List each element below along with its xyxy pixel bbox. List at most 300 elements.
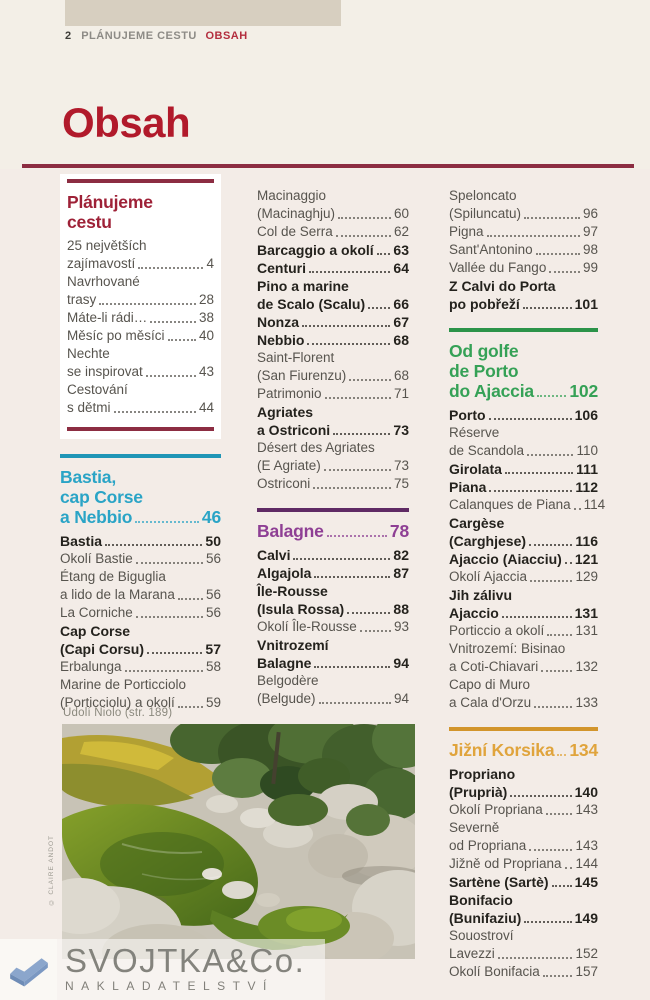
toc-entry (449, 550, 598, 568)
toc-page-number: 99 (582, 260, 598, 275)
photo-credit: © CLAIRE ANDOT (48, 835, 55, 906)
dot-leader (150, 321, 196, 323)
dot-leader (565, 562, 572, 564)
toc-page-number: 112 (575, 479, 598, 495)
toc-column-2 (257, 174, 409, 708)
toc-entry (257, 475, 409, 493)
toc-entry-line (449, 783, 598, 801)
toc-entry-line (449, 550, 598, 568)
toc-page-number: 56 (205, 605, 221, 620)
toc-entry (257, 439, 409, 475)
toc-entry (67, 327, 214, 345)
toc-section-heading (257, 521, 409, 541)
toc-entry-line (449, 259, 598, 277)
dot-leader (487, 235, 580, 237)
toc-label: Okolí Ajaccia (449, 569, 528, 584)
dot-leader (510, 795, 571, 797)
dot-leader (547, 634, 572, 636)
toc-entry-line: Capo di Muro (449, 677, 531, 692)
toc-page-number: 87 (393, 565, 409, 581)
title-rule (22, 164, 634, 168)
toc-entry-line (67, 363, 214, 381)
toc-entry-line: Marine de Porticciolo (60, 677, 187, 692)
toc-entry (449, 514, 598, 550)
dot-leader (105, 544, 202, 546)
toc-entry-line (257, 223, 409, 241)
photo-niolo-valley (62, 724, 415, 959)
toc-entry-line: Désert des Agriates (257, 440, 375, 455)
section-rule (60, 454, 221, 458)
dot-leader (546, 813, 573, 815)
toc-entry (449, 873, 598, 891)
toc-label: do Ajaccia (449, 381, 534, 401)
toc-entry-line (257, 385, 409, 403)
toc-label: (Pruprià) (449, 784, 508, 800)
dot-leader (565, 867, 573, 869)
toc-label: Okolí Bonifacia (449, 964, 540, 979)
toc-label: Pigna (449, 224, 484, 239)
toc-page-number: 144 (575, 856, 598, 871)
dot-leader (529, 544, 572, 546)
toc-entry (449, 277, 598, 313)
toc-section (257, 187, 409, 493)
toc-entry-line: Jih zálivu (449, 587, 513, 603)
dot-leader (541, 670, 572, 672)
toc-label: Ajaccio (449, 605, 499, 621)
toc-page-number: 40 (198, 328, 214, 343)
toc-entry (60, 532, 221, 550)
toc-page-number: 38 (198, 310, 214, 325)
toc-entry (449, 223, 598, 241)
toc-label: Lavezzi (449, 946, 495, 961)
toc-entry-line (257, 654, 409, 672)
toc-entry (449, 187, 598, 223)
toc-entry (449, 855, 598, 873)
toc-section (449, 187, 598, 313)
toc-label: zajímavostí (67, 256, 136, 271)
dot-leader (99, 303, 196, 305)
dot-leader (324, 469, 391, 471)
dot-leader (524, 921, 571, 923)
toc-page-number: 157 (575, 964, 598, 979)
toc-page-number: 143 (575, 802, 598, 817)
toc-heading-line: Od golfe (449, 341, 519, 361)
toc-label: La Corniche (60, 605, 133, 620)
toc-label: Ajaccio (Aiacciu) (449, 551, 562, 567)
toc-entry-line (449, 478, 598, 496)
toc-entry-line (449, 658, 598, 676)
toc-page-number: 68 (393, 368, 409, 383)
dot-leader (368, 307, 390, 309)
dot-leader (313, 487, 391, 489)
toc-entry (257, 618, 409, 636)
toc-entry (449, 963, 598, 981)
toc-page-number: 101 (574, 296, 598, 312)
toc-label: Měsíc po měsíci (67, 328, 165, 343)
toc-label: Nonza (257, 314, 299, 330)
toc-entry (449, 406, 598, 424)
toc-entry (449, 765, 598, 801)
toc-entry (257, 672, 409, 708)
toc-page-number: 98 (582, 242, 598, 257)
toc-label: a Ostriconi (257, 422, 331, 438)
toc-page-number: 60 (393, 206, 409, 221)
toc-entry-line (60, 604, 221, 622)
toc-entry (60, 658, 221, 676)
dot-leader (319, 702, 391, 704)
toc-label: Porticcio a okolí (449, 623, 545, 638)
toc-label: Balagne (257, 655, 312, 671)
toc-label: Jižně od Propriana (449, 856, 562, 871)
toc-entry (449, 927, 598, 963)
toc-page-number: 93 (393, 619, 409, 634)
dot-leader (309, 271, 390, 273)
dot-leader (325, 397, 391, 399)
toc-entry (257, 331, 409, 349)
dot-leader (377, 253, 391, 255)
toc-heading-line: cap Corse (60, 487, 143, 507)
toc-entry-line (257, 421, 409, 439)
toc-entry (449, 891, 598, 927)
toc-entry-line: Belgodère (257, 673, 319, 688)
toc-column-3 (449, 174, 606, 981)
publisher-logo (0, 939, 325, 1000)
toc-heading-line: Bastia, (60, 467, 116, 487)
toc-label: (Capi Corsu) (60, 641, 144, 657)
toc-page-number: 67 (393, 314, 409, 330)
dot-leader (338, 217, 391, 219)
toc-page-number: 44 (198, 400, 214, 415)
toc-entry (257, 277, 409, 313)
toc-page-number: 94 (393, 691, 409, 706)
section-rule (67, 179, 214, 183)
dot-leader (523, 307, 572, 309)
dot-leader (543, 975, 573, 977)
toc-entry (67, 345, 214, 381)
toc-page-number: 111 (576, 461, 598, 477)
toc-label: a lido de la Marana (60, 587, 175, 602)
toc-page-number: 58 (205, 659, 221, 674)
toc-entry (257, 385, 409, 403)
toc-page-number: 140 (574, 784, 598, 800)
toc-entry-line (60, 550, 221, 568)
toc-label: (Isula Rossa) (257, 601, 345, 617)
toc-entry-line (60, 586, 221, 604)
dot-leader (557, 754, 566, 756)
toc-label: Sant'Antonino (449, 242, 533, 257)
toc-label: (Macinaghju) (257, 206, 336, 221)
toc-entry (449, 801, 598, 819)
toc-label: Balagne (257, 521, 324, 541)
page-title: Obsah (62, 99, 191, 146)
toc-section (60, 174, 221, 439)
toc-label: (Carghjese) (449, 533, 527, 549)
toc-entry-line (449, 945, 598, 963)
section-rule (449, 727, 598, 731)
section-rule (257, 508, 409, 512)
toc-entry-line: Pino a marine (257, 278, 349, 294)
toc-entry-line (449, 909, 598, 927)
toc-page-number: 56 (205, 551, 221, 566)
toc-page-number: 63 (393, 242, 409, 258)
toc-page-number: 43 (198, 364, 214, 379)
toc-entry-line: Navrhované (67, 274, 140, 289)
toc-entry-line: Cap Corse (60, 623, 131, 639)
toc-entry (449, 819, 598, 855)
toc-entry-line (449, 223, 598, 241)
toc-page-number: 50 (205, 533, 221, 549)
toc-entry-line (449, 694, 598, 712)
dot-leader (333, 433, 390, 435)
toc-entry (449, 622, 598, 640)
toc-entry (449, 496, 606, 514)
toc-entry-line (67, 327, 214, 345)
toc-entry (257, 636, 409, 672)
page-number: 2 (65, 30, 72, 42)
toc-entry-line: Réserve (449, 425, 500, 440)
toc-entry (67, 309, 214, 327)
toc-page-number: 66 (393, 296, 409, 312)
toc-label: Piana (449, 479, 487, 495)
header-band (65, 0, 341, 26)
dot-leader (574, 508, 581, 510)
toc-page-number: 102 (569, 381, 598, 401)
toc-entry-line (67, 399, 214, 417)
toc-page-number: 131 (575, 623, 598, 638)
dot-leader (178, 706, 203, 708)
toc-page-number: 132 (575, 659, 598, 674)
toc-entry-line (257, 618, 409, 636)
toc-entry-line (449, 295, 598, 313)
dot-leader (536, 253, 580, 255)
toc-column-1 (60, 174, 221, 712)
dot-leader (146, 375, 196, 377)
toc-entry (257, 546, 409, 564)
dot-leader (135, 521, 199, 523)
toc-entry (257, 187, 409, 223)
toc-entry (257, 582, 409, 618)
toc-entry (257, 259, 409, 277)
dot-leader (552, 885, 572, 887)
dot-leader (527, 454, 573, 456)
toc-label: Girolata (449, 461, 502, 477)
toc-label: Nebbio (257, 332, 305, 348)
toc-entry (449, 241, 598, 259)
toc-entry-line (449, 604, 598, 622)
toc-label: Porto (449, 407, 486, 423)
toc-label: (Belgude) (257, 691, 316, 706)
toc-page-number: 64 (393, 260, 409, 276)
toc-entry-line (449, 241, 598, 259)
toc-entry (60, 604, 221, 622)
toc-entry-line (257, 295, 409, 313)
toc-page-number: 73 (393, 458, 409, 473)
toc-entry (60, 550, 221, 568)
toc-entry-line: 25 největších (67, 238, 147, 253)
toc-entry-line (60, 532, 221, 550)
toc-page-number: 82 (393, 547, 409, 563)
toc-label: Calanques de Piana (449, 497, 571, 512)
toc-entry-line (449, 442, 598, 460)
toc-section (257, 508, 409, 708)
toc-entry-line: Propriano (449, 766, 516, 782)
toc-label: a Coti-Chiavari (449, 659, 539, 674)
toc-entry-line (449, 873, 598, 891)
toc-entry (257, 241, 409, 259)
dot-leader (138, 267, 203, 269)
toc-page-number: 71 (393, 386, 409, 401)
toc-entry-line: Speloncato (449, 188, 517, 203)
breadcrumb-current: OBSAH (205, 30, 248, 42)
dot-leader (524, 217, 580, 219)
toc-label: a Cala d'Orzu (449, 695, 532, 710)
toc-entry-line (67, 291, 214, 309)
dot-leader (125, 670, 203, 672)
running-header (65, 30, 248, 42)
toc-entry-line (67, 255, 214, 273)
toc-entry-line (449, 460, 598, 478)
dot-leader (347, 612, 390, 614)
toc-section (449, 328, 606, 712)
toc-entry-line (60, 658, 221, 676)
toc-label: (Bunifaziu) (449, 910, 522, 926)
toc-section-heading (67, 192, 214, 232)
toc-label: Okolí Bastie (60, 551, 133, 566)
toc-label: a Nebbio (60, 507, 133, 527)
toc-heading-line (257, 521, 409, 541)
toc-entry (449, 586, 598, 622)
toc-page-number: 121 (574, 551, 599, 567)
toc-label: (E Agriate) (257, 458, 321, 473)
toc-entry-line: Souostroví (449, 928, 514, 943)
dot-leader (168, 339, 196, 341)
dot-leader (349, 379, 391, 381)
toc-label: Jižní Korsika (449, 740, 555, 760)
toc-entry (257, 349, 409, 385)
toc-entry-line (257, 367, 409, 385)
toc-entry-line (60, 640, 221, 658)
toc-entry-line (257, 564, 409, 582)
toc-page-number: 131 (574, 605, 598, 621)
toc-section-heading (60, 467, 221, 527)
toc-entry-line (67, 309, 214, 327)
toc-label: po pobřeží (449, 296, 520, 312)
toc-entry-line (449, 963, 598, 981)
toc-heading-line: cestu (67, 212, 112, 232)
toc-page-number: 116 (575, 533, 598, 549)
toc-page-number: 78 (389, 521, 409, 541)
toc-entry-line: Vnitrozemí: Bisinao (449, 641, 566, 656)
toc-label: Algajola (257, 565, 312, 581)
dot-leader (327, 535, 387, 537)
toc-label: Erbalunga (60, 659, 122, 674)
toc-page-number: 152 (575, 946, 598, 961)
dot-leader (530, 580, 572, 582)
toc-page-number: 129 (575, 569, 598, 584)
toc-entry-line (257, 259, 409, 277)
toc-page-number: 88 (393, 601, 409, 617)
toc-entry-line (449, 801, 598, 819)
toc-entry-line: Île-Rousse (257, 583, 328, 599)
toc-page-number: 149 (574, 910, 598, 926)
toc-section-heading (449, 740, 598, 760)
toc-label: Ostriconi (257, 476, 311, 491)
toc-entry (449, 640, 598, 676)
toc-entry-line: Z Calvi do Porta (449, 278, 556, 294)
toc-entry-line (449, 406, 598, 424)
toc-entry-line: Cestování (67, 382, 128, 397)
toc-label: Bastia (60, 533, 103, 549)
dot-leader (178, 598, 203, 600)
toc-entry (60, 622, 221, 658)
toc-entry-line (257, 546, 409, 564)
dot-leader (293, 558, 390, 560)
toc-label: trasy (67, 292, 97, 307)
toc-page-number: 28 (198, 292, 214, 307)
toc-entry-line (257, 313, 409, 331)
dot-leader (498, 957, 573, 959)
toc-entry (67, 237, 214, 273)
dot-leader (307, 343, 390, 345)
river-valley-illustration (62, 724, 415, 959)
toc-label: s dětmi (67, 400, 111, 415)
toc-page-number: 57 (205, 641, 221, 657)
toc-page-number: 56 (205, 587, 221, 602)
toc-page-number: 94 (393, 655, 409, 671)
toc-heading-line (60, 507, 221, 527)
toc-entry-line: Agriates (257, 404, 314, 420)
toc-entry-line (449, 855, 598, 873)
toc-entry-line (257, 457, 409, 475)
dot-leader (147, 652, 202, 654)
toc-page-number: 143 (575, 838, 598, 853)
publisher-subtitle: NAKLADATELSTVÍ (65, 979, 274, 993)
toc-label: Vallée du Fango (449, 260, 547, 275)
toc-label: (Spiluncatu) (449, 206, 522, 221)
toc-entry (257, 564, 409, 582)
toc-label: Calvi (257, 547, 291, 563)
toc-page-number: 110 (576, 443, 598, 458)
toc-page-number: 59 (205, 695, 221, 710)
toc-page-number: 46 (201, 507, 221, 527)
toc-entry (449, 676, 598, 712)
toc-entry-line: Bonifacio (449, 892, 513, 908)
breadcrumb: PLÁNUJEME CESTU (81, 30, 197, 42)
toc-page-number: 62 (393, 224, 409, 239)
toc-entry-line: Saint-Florent (257, 350, 335, 365)
toc-page-number: 68 (393, 332, 409, 348)
toc-entry-line: Étang de Biguglia (60, 569, 166, 584)
toc-label: Sartène (Sartè) (449, 874, 549, 890)
toc-section-heading (449, 341, 598, 401)
toc-entry-line (257, 600, 409, 618)
toc-entry (257, 403, 409, 439)
toc-entry-line (449, 532, 598, 550)
toc-entry (449, 478, 598, 496)
toc-entry-line (449, 622, 598, 640)
toc-label: Patrimonio (257, 386, 322, 401)
toc-label: Col de Serra (257, 224, 333, 239)
toc-page-number: 73 (393, 422, 409, 438)
toc-section (60, 454, 221, 712)
toc-label: Okolí Propriana (449, 802, 543, 817)
toc-entry-line (257, 205, 409, 223)
toc-entry-line: Macinaggio (257, 188, 327, 203)
toc-entry (67, 381, 214, 417)
toc-entry-line: Nechte (67, 346, 110, 361)
toc-entry (60, 568, 221, 604)
toc-entry-line: Cargèse (449, 515, 505, 531)
